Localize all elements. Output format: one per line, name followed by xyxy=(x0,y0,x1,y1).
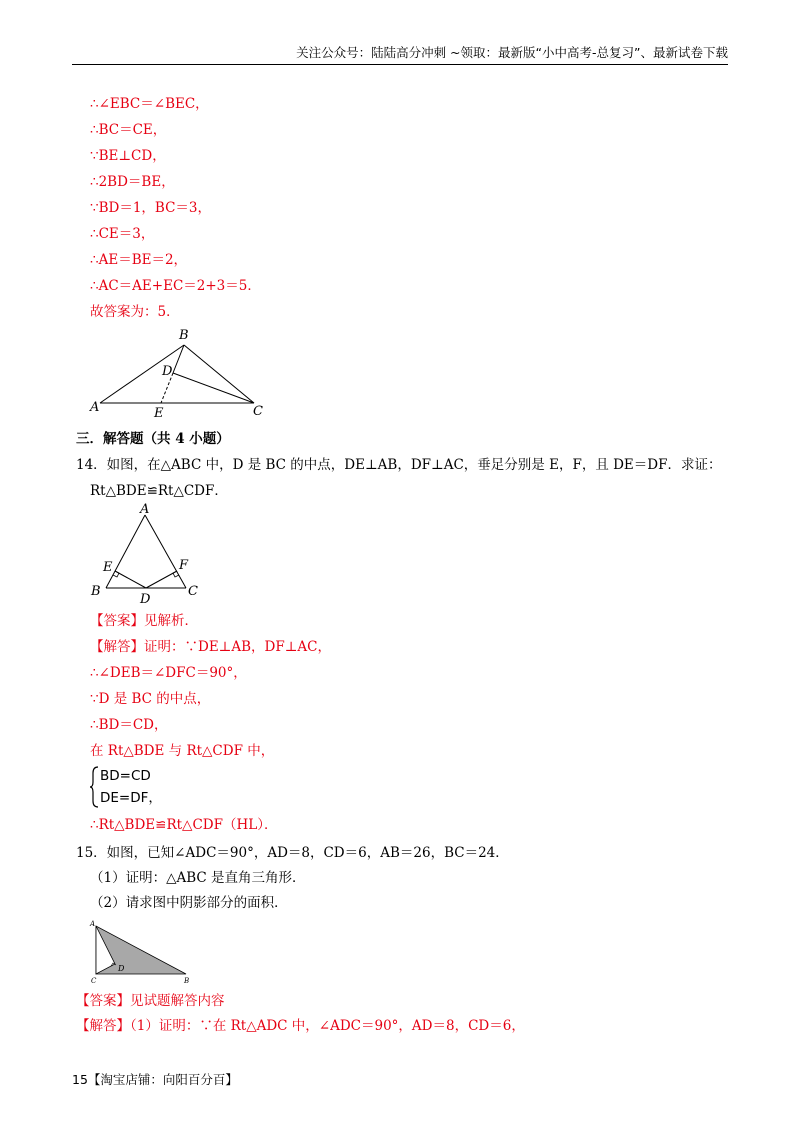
q15-stem: 15．如图，已知∠ADC＝90°，AD＝8，CD＝6，AB＝26，BC＝24． xyxy=(76,845,509,861)
label-D: D xyxy=(140,592,151,607)
solution-line: ∴BC＝CE， xyxy=(90,122,167,138)
label-A: A xyxy=(140,502,150,517)
q14-answer: 【答案】见解析． xyxy=(90,613,198,629)
label-A: A xyxy=(90,400,100,415)
q14-solution-line: ∴∠DEB＝∠DFC＝90°， xyxy=(90,665,247,681)
label-D: D xyxy=(162,364,173,379)
shaded-triangle-figure-15 xyxy=(88,918,198,986)
label-B: B xyxy=(179,328,189,343)
label-B: B xyxy=(184,977,190,985)
page-header xyxy=(72,44,728,65)
equation-system xyxy=(90,765,170,809)
q14-stem-2: Rt△BDE≌Rt△CDF． xyxy=(90,483,228,499)
q14-solution-line: ∵D 是 BC 的中点， xyxy=(90,691,211,707)
label-E: E xyxy=(103,560,113,575)
q15-part1: （1）证明：△ABC 是直角三角形． xyxy=(90,870,306,886)
page-footer xyxy=(72,1070,238,1088)
triangle-figure-14 xyxy=(88,503,208,608)
page-number: 15 xyxy=(72,1072,88,1087)
solution-line: ∴2BD＝BE， xyxy=(90,174,175,190)
label-A: A xyxy=(90,920,96,928)
brace-icon xyxy=(90,765,100,809)
q14-conclusion: ∴Rt△BDE≌Rt△CDF（HL）． xyxy=(90,817,278,833)
solution-line: ∴AE＝BE＝2， xyxy=(90,252,188,268)
label-D: D xyxy=(118,964,125,973)
triangle-figure-13 xyxy=(88,325,278,420)
q15-solution: 【解答】（1）证明：∵在 Rt△ADC 中，∠ADC＝90°，AD＝8，CD＝6， xyxy=(76,1018,525,1034)
solution-line: ∵BD＝1，BC＝3， xyxy=(90,200,212,216)
label-C: C xyxy=(253,404,263,419)
solution-line: ∵BE⊥CD， xyxy=(90,148,166,164)
equation-line: BD=CD xyxy=(100,768,151,784)
solution-line: 故答案为：5． xyxy=(90,304,180,320)
label-E: E xyxy=(154,406,164,421)
q14-stem: 14．如图，在△ABC 中，D 是 BC 的中点，DE⊥AB，DF⊥AC，垂足分别是 E，F，且 DE＝DF．求证： xyxy=(76,457,722,473)
q14-solution-line: 【解答】证明：∵DE⊥AB，DF⊥AC， xyxy=(90,639,332,655)
solution-line: ∴CE＝3， xyxy=(90,226,155,242)
equation-line: DE=DF， xyxy=(100,790,162,806)
q14-solution-line: 在 Rt△BDE 与 Rt△CDF 中， xyxy=(90,743,275,759)
label-C: C xyxy=(188,584,198,599)
solution-line: ∴AC＝AE+EC＝2+3＝5． xyxy=(90,278,261,294)
q14-solution-line: ∴BD＝CD， xyxy=(90,717,168,733)
shop-name: 【淘宝店铺：向阳百分百】 xyxy=(87,1072,238,1087)
label-C: C xyxy=(91,977,97,985)
label-F: F xyxy=(179,558,189,573)
solution-line: ∴∠EBC＝∠BEC， xyxy=(90,96,209,112)
q15-part2: （2）请求图中阴影部分的面积． xyxy=(90,895,288,911)
q15-answer: 【答案】见试题解答内容 xyxy=(76,993,225,1009)
header-text: 关注公众号：陆陆高分冲刺 ~领取：最新版“小中高考-总复习”、最新试卷下载 xyxy=(296,45,728,60)
section-title: 三．解答题（共 4 小题） xyxy=(76,431,230,447)
label-B: B xyxy=(91,584,101,599)
